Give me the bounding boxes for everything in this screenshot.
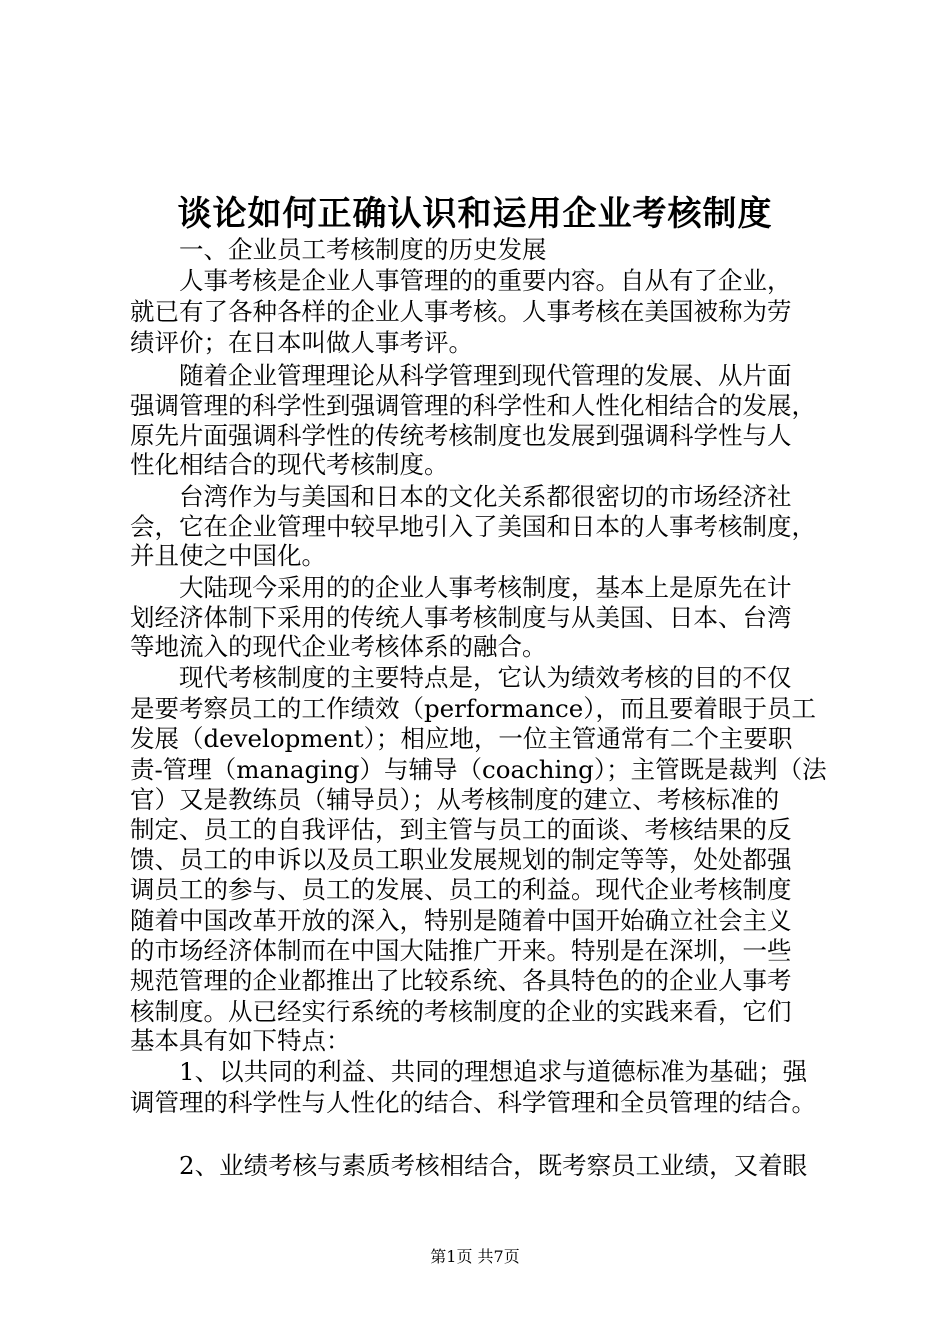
text-line: 台湾作为与美国和日本的文化关系都很密切的市场经济社 — [130, 482, 792, 511]
document-title: 谈论如何正确认识和运用企业考核制度 — [177, 194, 773, 234]
text-line: 现代考核制度的主要特点是，它认为绩效考核的目的不仅 — [130, 663, 792, 692]
text-line: 原先片面强调科学性的传统考核制度也发展到强调科学性与人 — [130, 421, 792, 450]
text-line: 核制度。从已经实行系统的考核制度的企业的实践来看，它们 — [130, 997, 792, 1026]
text-line: 调员工的参与、员工的发展、员工的利益。现代企业考核制度 — [130, 875, 792, 904]
text-line: 是要考察员工的工作绩效（performance），而且要着眼于员工 — [130, 694, 817, 723]
text-line: 性化相结合的现代考核制度。 — [130, 450, 449, 479]
text-line: 规范管理的企业都推出了比较系统、各具特色的的企业人事考 — [130, 966, 792, 995]
text-line: 基本具有如下特点： — [130, 1026, 351, 1055]
text-line: 2、业绩考核与素质考核相结合，既考察员工业绩，又着眼 — [130, 1151, 808, 1180]
text-line: 随着中国改革开放的深入，特别是随着中国开始确立社会主义 — [130, 906, 792, 935]
text-line: 等地流入的现代企业考核体系的融合。 — [130, 632, 547, 661]
text-line: 馈、员工的申诉以及员工职业发展规划的制定等等，处处都强 — [130, 845, 792, 874]
text-line: 会，它在企业管理中较早地引入了美国和日本的人事考核制度， — [130, 512, 816, 541]
text-line: 制定、员工的自我评估，到主管与员工的面谈、考核结果的反 — [130, 815, 792, 844]
text-line: 大陆现今采用的的企业人事考核制度，基本上是原先在计 — [130, 573, 792, 602]
text-line: 随着企业管理理论从科学管理到现代管理的发展、从片面 — [130, 361, 792, 390]
text-line: 就已有了各种各样的企业人事考核。人事考核在美国被称为劳 — [130, 297, 792, 326]
text-line: 一、企业员工考核制度的历史发展 — [130, 235, 547, 264]
text-line: 强调管理的科学性到强调管理的科学性和人性化相结合的发展， — [130, 391, 816, 420]
text-line: 人事考核是企业人事管理的的重要内容。自从有了企业， — [130, 266, 792, 295]
text-line: 1、以共同的利益、共同的理想追求与道德标准为基础；强 — [130, 1057, 808, 1086]
text-line: 的市场经济体制而在中国大陆推广开来。特别是在深圳，一些 — [130, 936, 792, 965]
text-line: 并且使之中国化。 — [130, 541, 326, 570]
text-line: 官）又是教练员（辅导员）；从考核制度的建立、考核标准的 — [130, 785, 780, 814]
text-line: 划经济体制下采用的传统人事考核制度与从美国、日本、台湾 — [130, 603, 792, 632]
text-line: 绩评价；在日本叫做人事考评。 — [130, 328, 473, 357]
text-line: 调管理的科学性与人性化的结合、科学管理和全员管理的结合。 — [130, 1088, 816, 1117]
text-line: 责-管理（managing）与辅导（coaching）；主管既是裁判（法 — [130, 755, 827, 784]
text-line: 发展（development）；相应地，一位主管通常有二个主要职 — [130, 724, 793, 753]
page-number: 第1页 共7页 — [430, 1247, 520, 1266]
